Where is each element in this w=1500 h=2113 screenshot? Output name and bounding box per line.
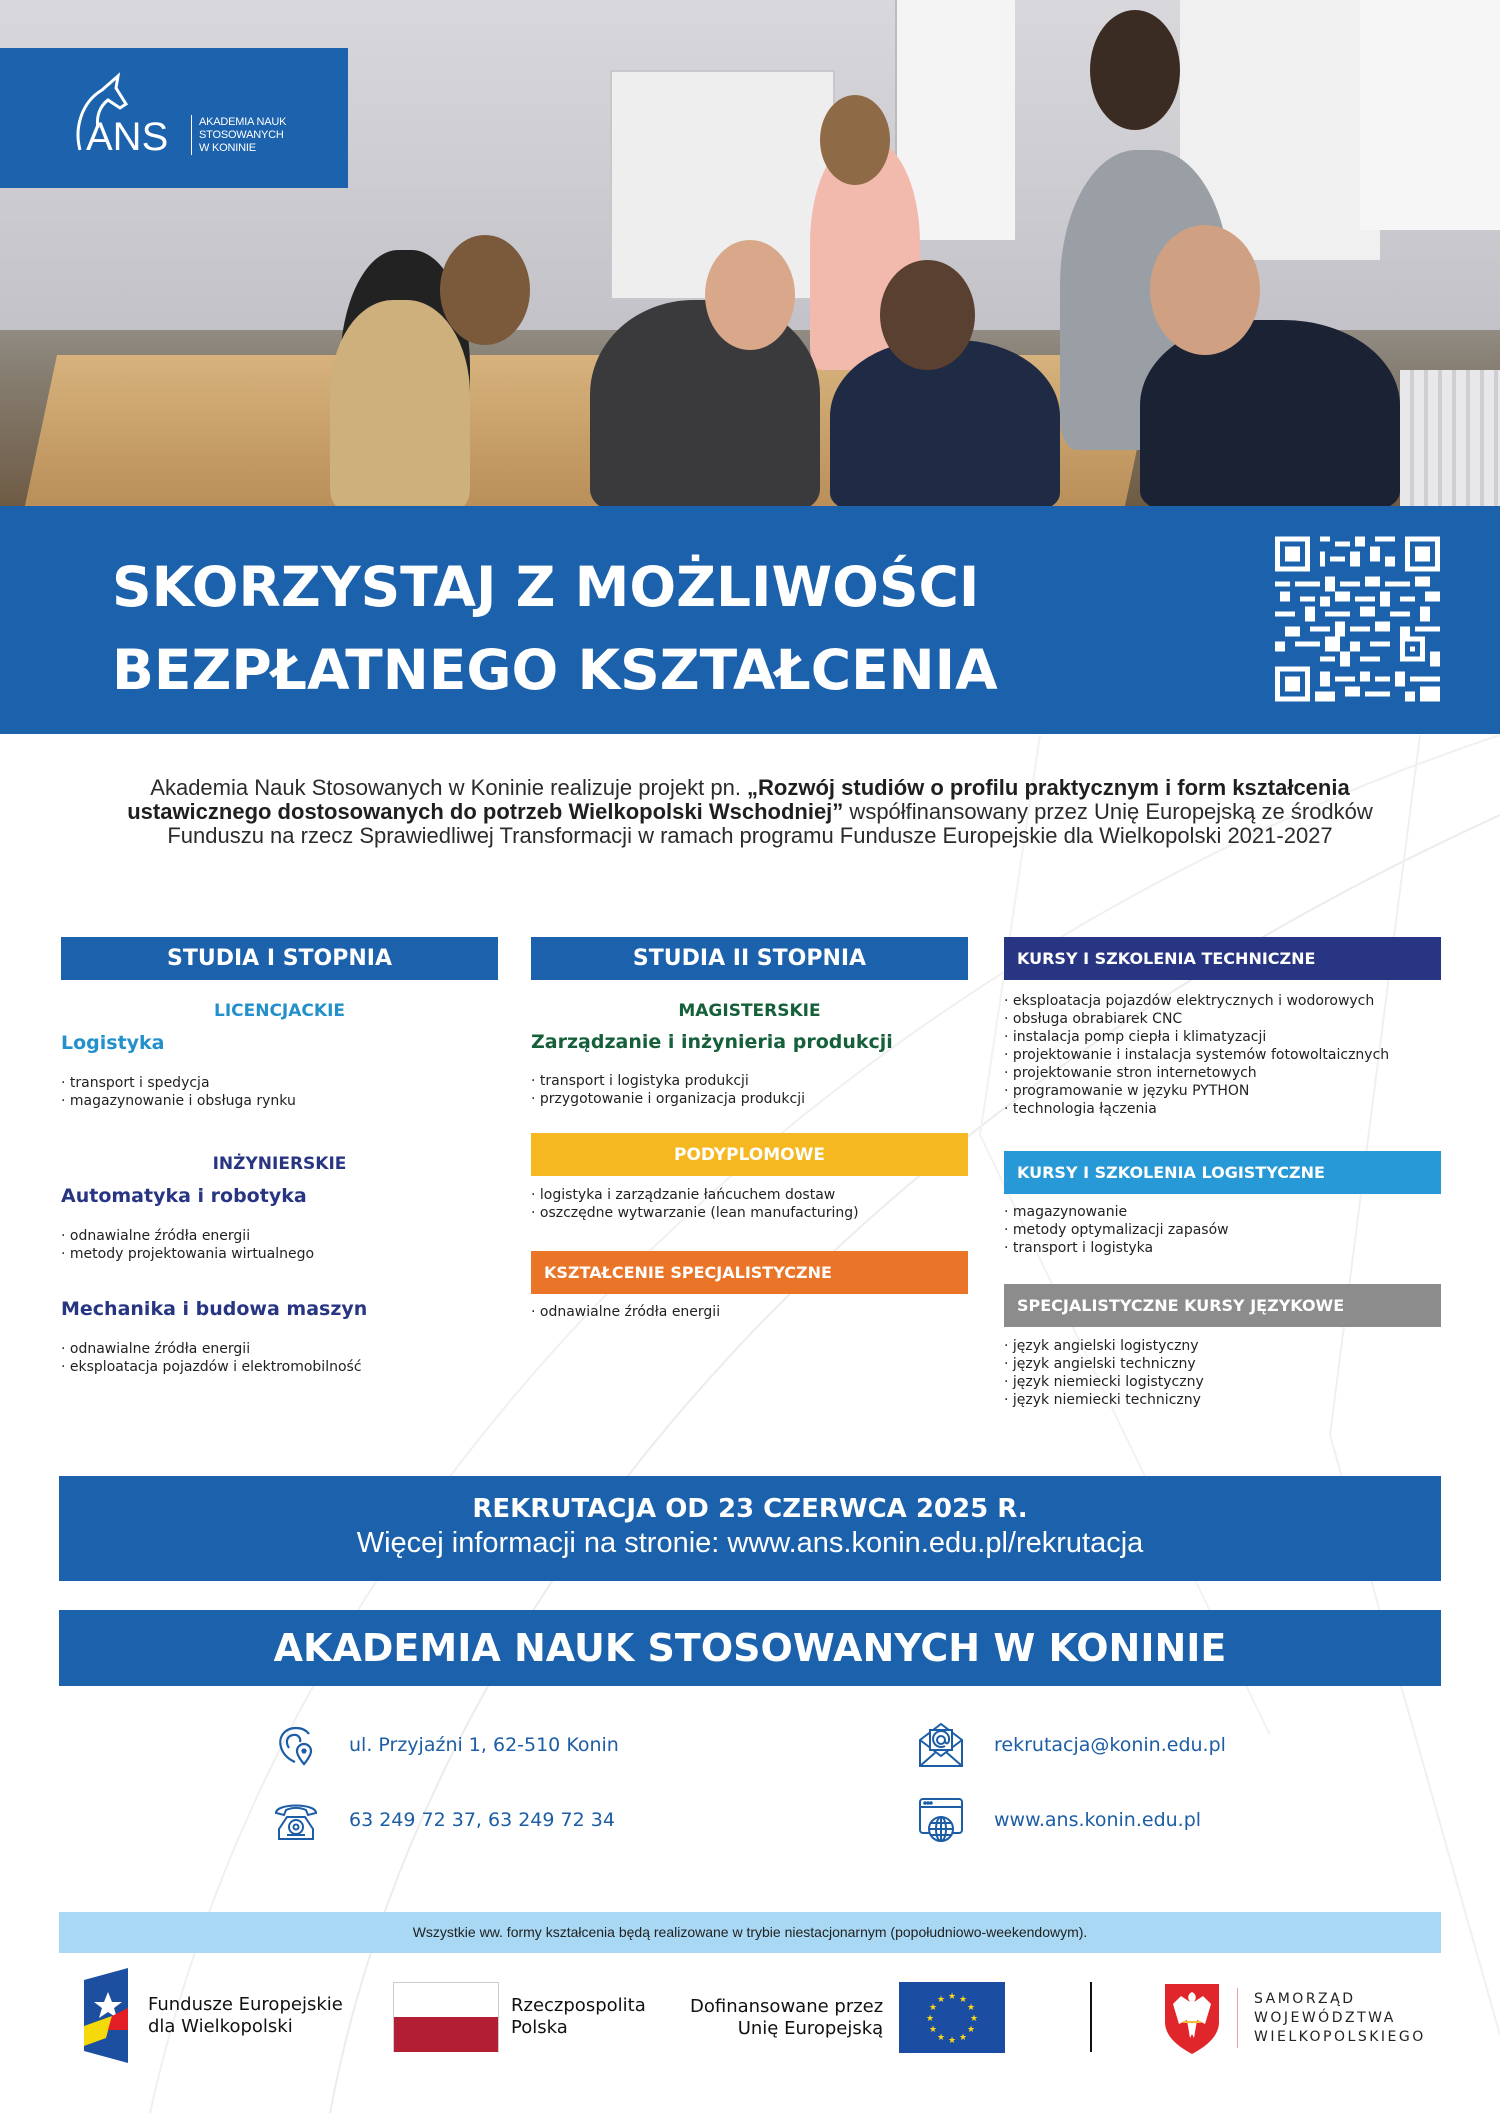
- contact-address: [273, 1722, 619, 1768]
- column-second-degree: [531, 937, 968, 1320]
- qr-code-icon[interactable]: [1275, 536, 1440, 702]
- list-item: · odnawialne źródła energii: [61, 1227, 314, 1245]
- specjalistyczne-list: [531, 1303, 720, 1321]
- list-item: · metody optymalizacji zapasów: [1004, 1221, 1229, 1239]
- list-item: · eksploatacja pojazdów i elektromobilność: [61, 1358, 362, 1376]
- contact-phone[interactable]: [273, 1797, 615, 1843]
- list-item: · magazynowanie: [1004, 1203, 1229, 1221]
- list-item: · logistyka i zarządzanie łańcuchem dostaw: [531, 1186, 859, 1204]
- logo-line: AKADEMIA NAUK: [199, 116, 287, 128]
- logistyka-specializations: [61, 1074, 296, 1110]
- logo-line: STOSOWANYCH: [199, 129, 284, 141]
- eu-logo-text: Dofinansowane przez: [690, 1995, 884, 2017]
- svg-text:★: ★: [929, 2025, 938, 2035]
- list-item: · instalacja pomp ciepła i klimatyzacji: [1004, 1028, 1389, 1046]
- logo-line: W KONINIE: [199, 142, 256, 154]
- website-text[interactable]: www.ans.konin.edu.pl: [994, 1809, 1202, 1831]
- email-envelope-icon: [918, 1722, 964, 1768]
- address-text: ul. Przyjaźni 1, 62-510 Konin: [349, 1734, 619, 1756]
- svg-text:★: ★: [970, 2014, 979, 2024]
- recruitment-banner: [59, 1476, 1441, 1581]
- inzynierskie-label: INŻYNIERSKIE: [212, 1154, 347, 1174]
- contact-email[interactable]: [918, 1722, 1226, 1768]
- list-item: · transport i logistyka produkcji: [531, 1072, 805, 1090]
- title-line-1: SKORZYSTAJ Z MOŻLIWOŚCI: [112, 555, 980, 619]
- study-mode-notice: Wszystkie ww. formy kształcenia będą realizowane w trybie niestacjonarnym (popołudniowo-weekendowym).: [59, 1912, 1441, 1953]
- eu-flag-icon: [899, 1982, 1005, 2053]
- list-item: · przygotowanie i organizacja produkcji: [531, 1090, 805, 1108]
- recruitment-info-link[interactable]: Więcej informacji na stronie: www.ans.konin.edu.pl/rekrutacja: [356, 1527, 1144, 1559]
- rp-logo-text: Rzeczpospolita: [511, 1995, 646, 2016]
- section-header-ksztalcenie-specjalistyczne: KSZTAŁCENIE SPECJALISTYCZNE: [531, 1251, 968, 1294]
- logo-divider: [1090, 1982, 1092, 2052]
- svg-text:★: ★: [967, 2025, 976, 2035]
- email-text[interactable]: rekrutacja@konin.edu.pl: [994, 1734, 1226, 1756]
- list-item: · transport i spedycja: [61, 1074, 296, 1092]
- list-item: · oszczędne wytwarzanie (lean manufacturing): [531, 1204, 859, 1222]
- section-header-kursy-techniczne: KURSY I SZKOLENIA TECHNICZNE: [1004, 937, 1441, 980]
- svg-text:ANS: ANS: [86, 115, 169, 152]
- fe-logo-text: Fundusze Europejskie: [148, 1993, 343, 2015]
- list-item: · język niemiecki logistyczny: [1004, 1373, 1204, 1391]
- section-header-podyplomowe: PODYPLOMOWE: [531, 1133, 968, 1176]
- page-title: [112, 546, 1142, 712]
- title-band: [0, 506, 1500, 734]
- horse-ans-logo-icon: [72, 72, 182, 152]
- list-item: · technologia łączenia: [1004, 1100, 1389, 1118]
- list-item: · magazynowanie i obsługa rynku: [61, 1092, 296, 1110]
- magisterskie-label: MAGISTERSKIE: [678, 1001, 821, 1021]
- telephone-icon: [273, 1797, 319, 1843]
- program-zarzadzanie-i-inzynieria-produkcji[interactable]: Zarządzanie i inżynieria produkcji: [531, 1031, 893, 1053]
- list-item: · język angielski techniczny: [1004, 1355, 1204, 1373]
- wielkopolska-eagle-crest-icon: [1163, 1982, 1221, 2054]
- intro-text: współfinansowany przez Unię Europejską ze środków Funduszu na rzecz Sprawiedliwej Transformacji w ramach programu Fundusze Europejskie dla Wielkopolski 2021-2027: [167, 799, 1373, 848]
- column-first-degree: [61, 937, 498, 1375]
- section-header-kursy-logistyczne: KURSY I SZKOLENIA LOGISTYCZNE: [1004, 1151, 1441, 1194]
- list-item: · odnawialne źródła energii: [61, 1340, 362, 1358]
- fundusze-europejskie-logo: [82, 1968, 382, 2063]
- samorzad-wojewodztwa-logo: [1163, 1982, 1426, 2054]
- rzeczpospolita-polska-logo: [393, 1982, 646, 2052]
- svg-text:★: ★: [959, 2033, 968, 2043]
- samorzad-logo-text: WOJEWÓDZTWA: [1254, 2009, 1396, 2026]
- automatyka-specializations: [61, 1227, 314, 1263]
- jezykowe-list: [1004, 1337, 1204, 1409]
- recruitment-date: REKRUTACJA OD 23 CZERWCA 2025 R.: [472, 1494, 1028, 1524]
- program-logistyka[interactable]: Logistyka: [61, 1032, 165, 1054]
- section-header-kursy-jezykowe: SPECJALISTYCZNE KURSY JĘZYKOWE: [1004, 1284, 1441, 1327]
- logo-separator: [191, 115, 192, 155]
- phone-text[interactable]: 63 249 72 37, 63 249 72 34: [349, 1809, 615, 1831]
- list-item: · eksploatacja pojazdów elektrycznych i wodorowych: [1004, 992, 1389, 1010]
- svg-text:★: ★: [929, 2003, 938, 2013]
- list-item: · projektowanie stron internetowych: [1004, 1064, 1389, 1082]
- section-header-studia-ii-stopnia: STUDIA II STOPNIA: [531, 937, 968, 980]
- fe-logo-text: dla Wielkopolski: [148, 2015, 293, 2037]
- list-item: · metody projektowania wirtualnego: [61, 1245, 314, 1263]
- podyplomowe-list: [531, 1186, 859, 1222]
- whiteboard: [1360, 0, 1500, 230]
- samorzad-logo-text: SAMORZĄD: [1254, 1990, 1356, 2007]
- svg-text:★: ★: [937, 1995, 946, 2005]
- list-item: · język angielski logistyczny: [1004, 1337, 1204, 1355]
- fe-logo-icon: [82, 1968, 130, 2063]
- svg-text:★: ★: [926, 2014, 935, 2024]
- section-header-studia-i-stopnia: STUDIA I STOPNIA: [61, 937, 498, 980]
- website-globe-icon: [918, 1797, 964, 1843]
- svg-text:★: ★: [948, 1992, 957, 2002]
- techniczne-list: [1004, 992, 1389, 1118]
- list-item: · programowanie w języku PYTHON: [1004, 1082, 1389, 1100]
- list-item: · projektowanie i instalacja systemów fotowoltaicznych: [1004, 1046, 1389, 1064]
- program-mechanika-i-budowa-maszyn[interactable]: Mechanika i budowa maszyn: [61, 1298, 368, 1320]
- location-pin-icon: [273, 1722, 319, 1768]
- logo-text: [199, 116, 286, 155]
- svg-text:★: ★: [967, 2003, 976, 2013]
- samorzad-logo-text: WIELKOPOLSKIEGO: [1254, 2028, 1426, 2045]
- svg-text:★: ★: [959, 1995, 968, 2005]
- list-item: · obsługa obrabiarek CNC: [1004, 1010, 1389, 1028]
- institution-name-band: AKADEMIA NAUK STOSOWANYCH W KONINIE: [59, 1610, 1441, 1686]
- logistyczne-list: [1004, 1203, 1229, 1257]
- intro-text: Akademia Nauk Stosowanych w Koninie realizuje projekt pn.: [150, 775, 748, 800]
- title-line-2: BEZPŁATNEGO KSZTAŁCENIA: [112, 638, 998, 702]
- list-item: · język niemiecki techniczny: [1004, 1391, 1204, 1409]
- eu-cofinancing-logo: [690, 1982, 1005, 2053]
- program-automatyka-i-robotyka[interactable]: Automatyka i robotyka: [61, 1185, 307, 1207]
- zarzadzanie-specializations: [531, 1072, 805, 1108]
- svg-text:★: ★: [948, 2036, 957, 2046]
- rp-logo-text: Polska: [511, 2017, 568, 2038]
- project-name: „Rozwój studiów o profilu praktycznym i form kształcenia ustawicznego dostosowanych do potrzeb Wielkopolski Wschodniej”: [127, 775, 1350, 824]
- contact-website[interactable]: [918, 1797, 1201, 1843]
- polish-flag-icon: [393, 1982, 499, 2052]
- column-courses: [1004, 937, 1441, 1408]
- list-item: · transport i logistyka: [1004, 1239, 1229, 1257]
- project-intro: [90, 776, 1410, 848]
- eu-logo-text: Unię Europejską: [737, 2017, 884, 2039]
- list-item: · odnawialne źródła energii: [531, 1303, 720, 1321]
- svg-text:★: ★: [937, 2033, 946, 2043]
- licencjackie-label: LICENCJACKIE: [213, 1001, 346, 1021]
- mechanika-specializations: [61, 1340, 362, 1376]
